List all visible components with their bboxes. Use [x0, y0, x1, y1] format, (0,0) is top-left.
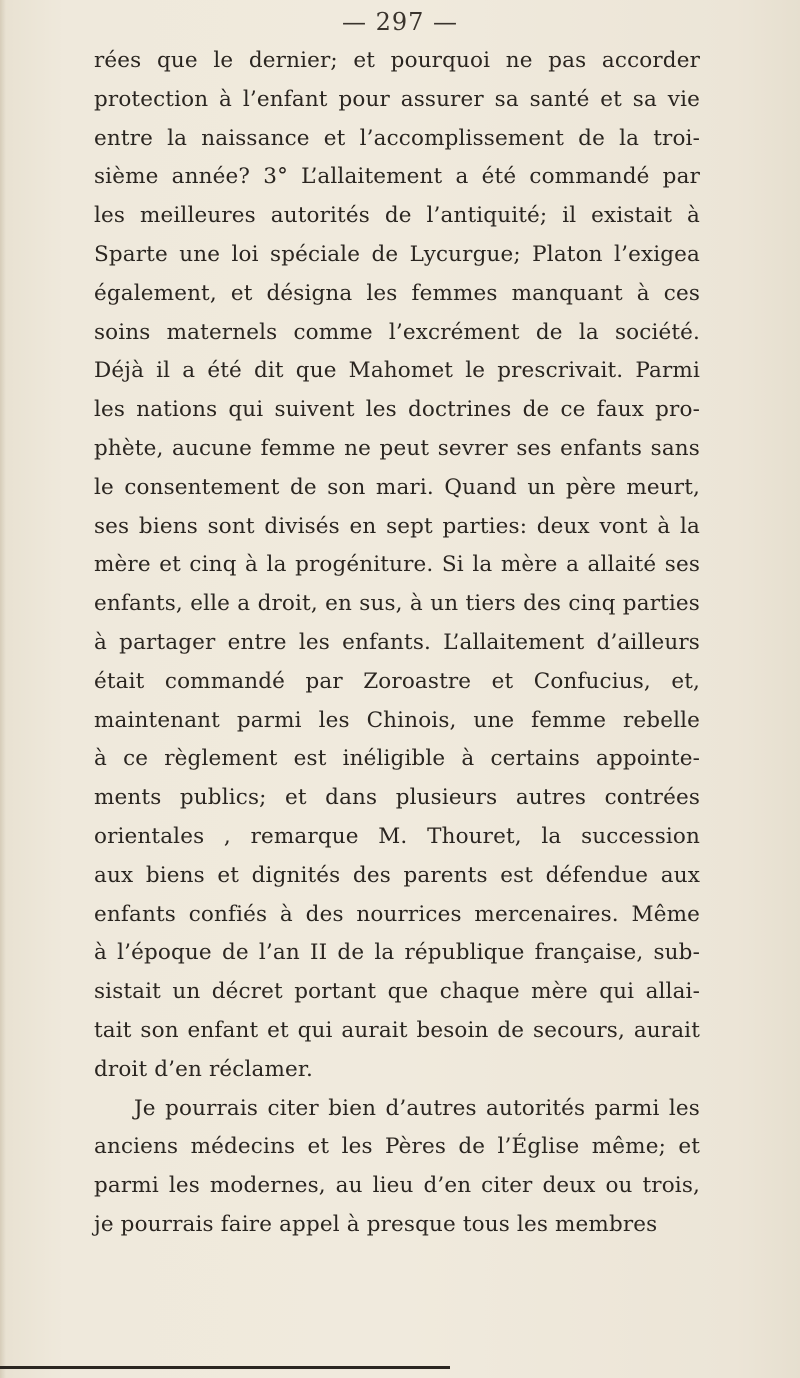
text-line: orientales , remarque M. Thouret, la succession [94, 823, 700, 849]
text-line: à partager entre les enfants. L’allaitement d’ailleurs [94, 629, 700, 655]
text-line: Sparte une loi spéciale de Lycurgue; Platon l’exigea [94, 241, 700, 267]
paragraph-1 [94, 42, 700, 1090]
text-line: enfants confiés à des nourrices mercenaires. Même [94, 901, 700, 927]
text-line: soins maternels comme l’excrément de la société. [94, 319, 700, 345]
text-line: Déjà il a été dit que Mahomet le prescrivait. Parmi [94, 358, 700, 384]
text-line: entre la naissance et l’accomplissement de la troi- [94, 125, 700, 151]
text-line: sistait un décret portant que chaque mère qui allai- [94, 979, 700, 1005]
text-line: tait son enfant et qui aurait besoin de secours, aurait [94, 1017, 700, 1043]
text-line: également, et désigna les femmes manquant à ces [94, 280, 700, 306]
text-line: à ce règlement est inéligible à certains appointe- [94, 746, 700, 772]
text-line: maintenant parmi les Chinois, une femme rebelle [94, 707, 700, 733]
text-line: protection à l’enfant pour assurer sa santé et sa vie [94, 86, 700, 112]
text-line: sième année? 3° L’allaitement a été commandé par [94, 164, 700, 190]
text-line: le consentement de son mari. Quand un père meurt, [94, 474, 700, 500]
text-line: était commandé par Zoroastre et Confucius, et, [94, 668, 700, 694]
text-line: rées que le dernier; et pourquoi ne pas accorder [94, 48, 700, 73]
bottom-rule [0, 1366, 450, 1369]
page-gutter-shadow [0, 0, 6, 1378]
text-line: je pourrais faire appel à presque tous les membres [94, 1211, 658, 1237]
paragraph-2 [94, 1090, 700, 1245]
text-line: enfants, elle a droit, en sus, à un tiers des cinq parties [94, 591, 700, 617]
text-line: ses biens sont divisés en sept parties: deux vont à la [94, 513, 700, 539]
text-line: Je pourrais citer bien d’autres autorités parmi les [134, 1095, 700, 1121]
text-line: aux biens et dignités des parents est défendue aux [94, 862, 700, 888]
text-line: anciens médecins et les Pères de l’Église même; et [94, 1134, 700, 1160]
text-line: les nations qui suivent les doctrines de ce faux pro- [94, 397, 700, 423]
page-number: — 297 — [341, 8, 459, 36]
text-line: ments publics; et dans plusieurs autres contrées [94, 785, 700, 811]
text-line: les meilleures autorités de l’antiquité; il existait à [94, 203, 700, 229]
text-line: phète, aucune femme ne peut sevrer ses enfants sans [94, 435, 700, 461]
body-text [94, 42, 700, 1245]
text-line: mère et cinq à la progéniture. Si la mère a allaité ses [94, 552, 700, 578]
text-line: droit d’en réclamer. [94, 1056, 313, 1082]
text-line: à l’époque de l’an II de la république française, sub- [94, 940, 700, 966]
text-line: parmi les modernes, au lieu d’en citer deux ou trois, [94, 1173, 700, 1199]
